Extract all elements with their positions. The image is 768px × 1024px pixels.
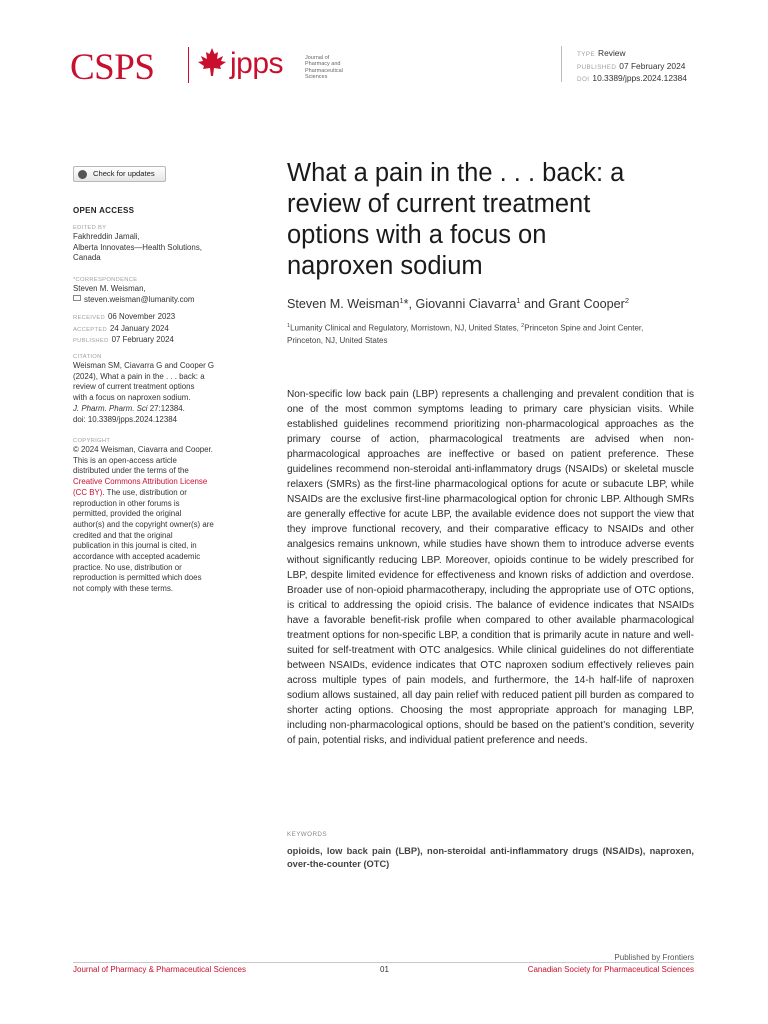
- affiliations: $^1$Lumanity Clinical and Regulatory, Morristown, NJ, United States, $^2$Princeton Spine and Joint Center, Princeton, NJ, United States: [287, 323, 644, 345]
- logo-divider: [188, 47, 189, 83]
- citation-block: CITATION Weisman SM, Ciavarra G and Cooper G (2024), What a pain in the . . . back: a review of current treatment options with a focus on naproxen sodium. J. Pharm. Pharm. Sci 27:12384. doi: 10.3389/jpps.2024.12384: [73, 353, 239, 425]
- citation-doi-link[interactable]: doi: 10.3389/jpps.2024.12384: [73, 414, 177, 424]
- check-for-updates-button[interactable]: Check for updates: [73, 166, 166, 182]
- author-list: Steven M. Weisman$^1$*, Giovanni Ciavarra$^1$ and Grant Cooper$^2$: [287, 296, 629, 312]
- maple-leaf-icon: [198, 48, 226, 76]
- author-weisman: Steven M. Weisman: [287, 297, 400, 312]
- update-icon: [78, 170, 87, 179]
- dates-block: RECEIVED 06 November 2023 ACCEPTED 24 January 2024 PUBLISHED 07 February 2024: [73, 312, 176, 345]
- published-date: 07 February 2024: [619, 60, 686, 71]
- jpps-tagline: Journal of Pharmacy and Pharmaceutical Sciences: [305, 55, 343, 80]
- svg-text:CSPS: CSPS: [70, 47, 155, 84]
- footer-society-link[interactable]: Canadian Society for Pharmaceutical Sciences: [527, 965, 694, 974]
- correspondence-block: *CORRESPONDENCE Steven M. Weisman, steven.weisman@lumanity.com: [73, 277, 195, 304]
- footer-journal-link[interactable]: Journal of Pharmacy & Pharmaceutical Sciences: [73, 965, 246, 974]
- svg-text:jpps: jpps: [230, 47, 284, 80]
- page-number: 01: [380, 965, 389, 974]
- cc-by-link[interactable]: (CC BY).: [73, 487, 105, 497]
- email-icon: [73, 295, 81, 301]
- keywords-list: opioids, low back pain (LBP), non-steroidal anti-inflammatory drugs (NSAIDs), naproxen, over-the-counter (OTC): [287, 846, 694, 869]
- correspondence-email-link[interactable]: steven.weisman@lumanity.com: [84, 294, 195, 304]
- open-access-label: OPEN ACCESS: [73, 206, 135, 215]
- keywords-label: KEYWORDS: [287, 831, 327, 838]
- article-type: Review: [598, 48, 626, 58]
- csps-logo: [70, 44, 180, 84]
- copyright-block: COPYRIGHT © 2024 Weisman, Ciavarra and Cooper. This is an open-access article distributed under the terms of the Creative Commons Attribution License (CC BY). The use, distribution or reproduction in other forums is permitted, provided the original author(s) and the copyright owner(s) are credited and that the original publication in this journal is cited, in accordance with accepted academic practice. No use, distribution or reproduction is permitted which does not comply with these terms.: [73, 437, 239, 595]
- abstract-text: Non-specific low back pain (LBP) represents a challenging and prevalent condition that is one of the most common symptoms leading to primary care physician visits. While established guidelines recommend prioritizing non-pharmacological approaches as the primary course of action, pharmacological treatments are advised when non-pharmacological approaches are ineffective or based on patient preference. These guidelines recommend non-steroidal anti-inflammatory drugs (NSAIDs) or skeletal muscle relaxers (SMRs) as the first-line pharmacological options for acute or subacute LBP, while NSAIDs are the exclusive first-line pharmacological option for chronic LBP. Although SMRs are generally effective for acute LBP, the available evidence does not support the view that they improve functional recovery, and their comparative efficacy to NSAIDs and other analgesics remains unknown, while studies have shown them to introduce adverse events without significantly reducing LBP. Moreover, opioids continue to be widely prescribed for LBP, despite limited evidence for effectiveness and known risks of addiction and overdose. Broader use of non-opioid pharmacotherapy, including the appropriate use of OTC options, is critical to addressing the opioid crisis. The balance of evidence indicates that NSAIDs have a favorable benefit-risk profile when compared to other available pharmacological treatment options for non-specific LBP, a condition that is primarily acute in nature and well-suited for self-treatment with OTC analgesics. While clinical guidelines do not differentiate between NSAIDs, evidence indicates that OTC naproxen sodium effectively relieves pain across multiple types of pain models, and furthermore, the 14-h half-life of naproxen sodium allows sustained, all day pain relief with reduced patient pill burden as compared to shorter acting options. Choosing the most appropriate approach for managing LBP, including non-pharmacological options, should be based on the patient’s condition, severity of pain, potential risks, and individual patient preference and needs.: [287, 389, 694, 747]
- article-title: What a pain in the . . . back: a review of current treatment options with a focus on naproxen sodium: [287, 159, 625, 280]
- article-meta: TYPE Review PUBLISHED 07 February 2024 DOI 10.3389/jpps.2024.12384: [577, 48, 687, 83]
- publisher-credit: Published by Frontiers: [614, 953, 694, 962]
- footer-rule: [73, 962, 694, 963]
- author-cooper: Grant Cooper: [548, 297, 625, 312]
- doi-link[interactable]: 10.3389/jpps.2024.12384: [592, 73, 687, 83]
- edited-by-block: EDITED BY Fakhreddin Jamali, Alberta Innovates—Health Solutions, Canada: [73, 225, 202, 263]
- cc-license-link[interactable]: Creative Commons Attribution License: [73, 477, 208, 487]
- meta-divider: [561, 46, 562, 82]
- jpps-logo: [198, 44, 304, 84]
- author-ciavarra: Giovanni Ciavarra: [415, 297, 517, 312]
